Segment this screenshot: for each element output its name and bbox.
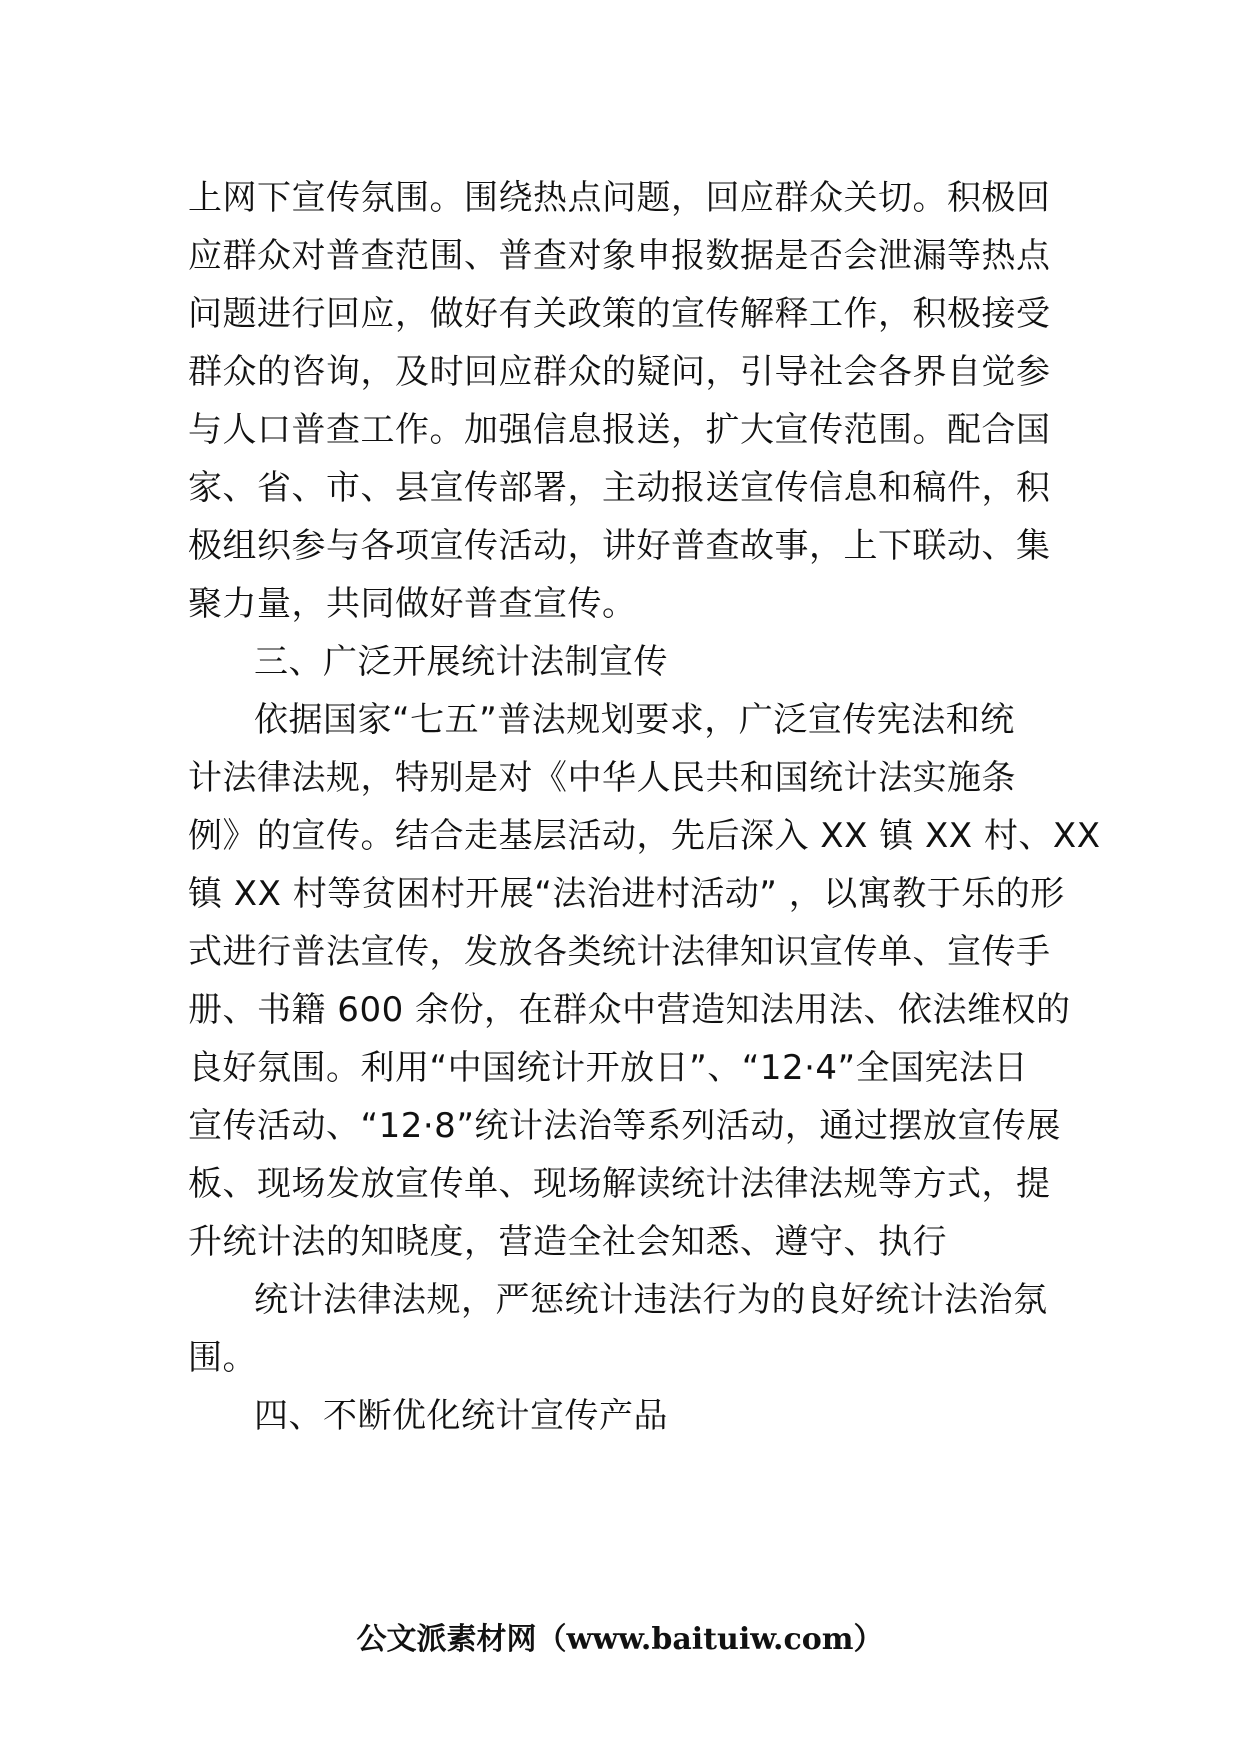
- section-heading: 三、广泛开展统计法制宣传: [254, 642, 668, 682]
- paragraph-line: 统计法律法规，严惩统计违法行为的良好统计法治氛: [254, 1280, 1048, 1320]
- footer-watermark: 公文派素材网（www.baituiw.com）: [356, 1622, 884, 1657]
- paragraph-line: 依据国家“七五”普法规划要求，广泛宣传宪法和统: [254, 700, 1015, 740]
- paragraph-line: 聚力量，共同做好普查宣传。: [188, 584, 637, 624]
- paragraph-line: 良好氛围。利用“中国统计开放日”、“12·4”全国宪法日: [188, 1048, 1029, 1088]
- section-heading: 四、不断优化统计宣传产品: [254, 1396, 668, 1436]
- paragraph-line: 围。: [188, 1338, 257, 1378]
- paragraph-line: 问题进行回应，做好有关政策的宣传解释工作，积极接受: [188, 294, 1051, 334]
- paragraph-line: 册、书籍 600 余份，在群众中营造知法用法、依法维权的: [188, 990, 1071, 1030]
- paragraph-line: 宣传活动、“12·8”统计法治等系列活动，通过摆放宣传展: [188, 1106, 1061, 1146]
- paragraph-line: 板、现场发放宣传单、现场解读统计法律法规等方式，提: [188, 1164, 1051, 1204]
- paragraph-line: 镇 XX 村等贫困村开展“法治进村活动” ，以寓教于乐的形: [188, 874, 1065, 914]
- paragraph-line: 群众的咨询，及时回应群众的疑问，引导社会各界自觉参: [188, 352, 1051, 392]
- paragraph-line: 计法律法规，特别是对《中华人民共和国统计法实施条: [188, 758, 1016, 798]
- paragraph-line: 家、省、市、县宣传部署，主动报送宣传信息和稿件，积: [188, 468, 1051, 508]
- paragraph-line: 例》的宣传。结合走基层活动，先后深入 XX 镇 XX 村、XX: [188, 816, 1101, 856]
- paragraph-line: 式进行普法宣传，发放各类统计法律知识宣传单、宣传手: [188, 932, 1051, 972]
- paragraph-line: 极组织参与各项宣传活动，讲好普查故事，上下联动、集: [188, 526, 1051, 566]
- paragraph-line: 与人口普查工作。加强信息报送，扩大宣传范围。配合国: [188, 410, 1051, 450]
- paragraph-line: 应群众对普查范围、普查对象申报数据是否会泄漏等热点: [188, 236, 1051, 276]
- paragraph-line: 升统计法的知晓度，营造全社会知悉、遵守、执行: [188, 1222, 947, 1262]
- paragraph-line: 上网下宣传氛围。围绕热点问题，回应群众关切。积极回: [188, 178, 1051, 218]
